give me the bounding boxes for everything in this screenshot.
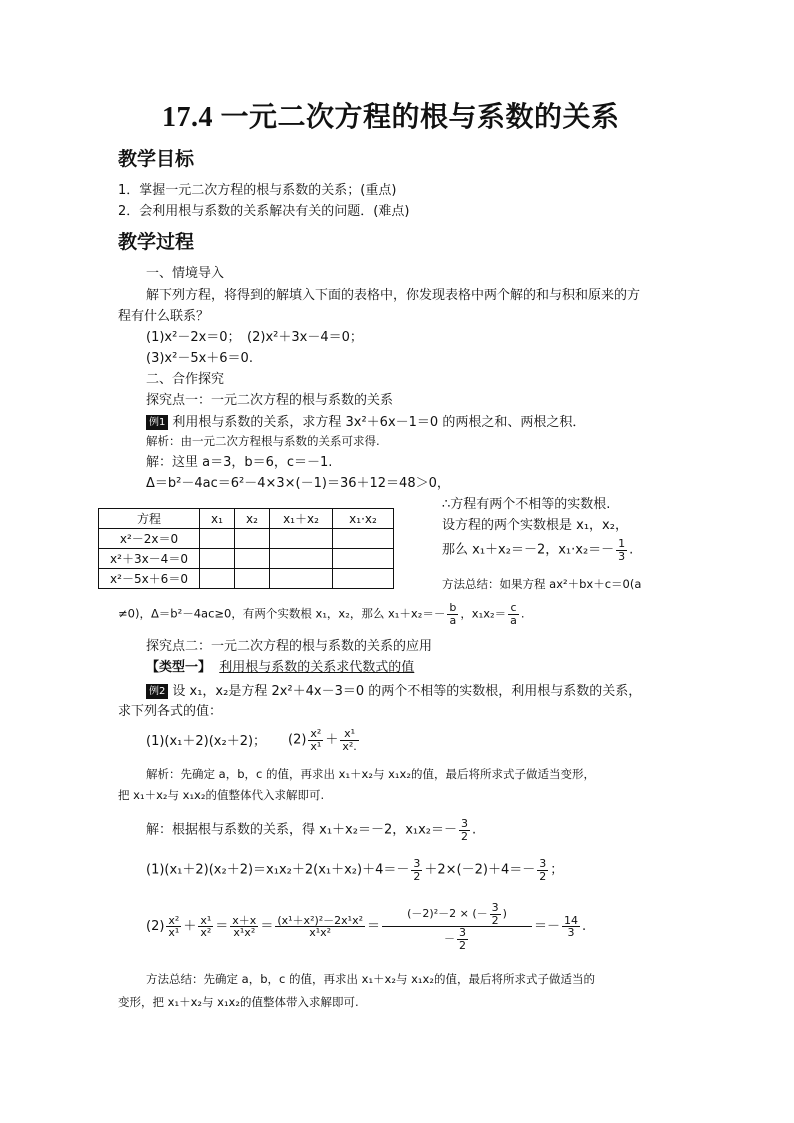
plus-sign: ＋ bbox=[325, 732, 339, 748]
table-cell-empty bbox=[270, 569, 333, 589]
example-2-analysis-2: 把 x₁＋x₂与 x₁x₂的值整体代入求解即可. bbox=[118, 788, 325, 802]
table-cell-empty bbox=[333, 569, 394, 589]
goals-heading: 教学目标 bbox=[118, 148, 195, 170]
fraction bbox=[308, 728, 323, 752]
close-paren: ) bbox=[502, 907, 507, 921]
method-summary-1a: 方法总结：如果方程 ax²＋bx＋c＝0(a bbox=[442, 577, 642, 591]
answer-text: (1)(x₁＋2)(x₂＋2)＝x₁x₂＋2(x₁＋x₂)＋4＝－ bbox=[146, 862, 410, 878]
table-header-row bbox=[99, 509, 394, 529]
example-2-line-2: 求下列各式的值： bbox=[118, 704, 223, 719]
table-cell-equation: x²－5x＋6＝0 bbox=[99, 569, 200, 589]
equals-sign: ＝ bbox=[260, 919, 274, 935]
table-header: x₁ bbox=[200, 509, 235, 529]
goal-item-1: 1．掌握一元二次方程的根与系数的关系；(重点) bbox=[118, 183, 397, 198]
equations-1-2: (1)x²－2x＝0； (2)x²＋3x－4＝0； bbox=[146, 330, 363, 345]
fraction bbox=[166, 915, 181, 939]
example-1-result-3 bbox=[442, 538, 633, 562]
fraction-denominator: a bbox=[510, 613, 517, 627]
fraction-three-halves bbox=[411, 858, 422, 882]
fraction-denominator: 2 bbox=[459, 938, 467, 952]
fraction-numerator: 3 bbox=[459, 926, 467, 940]
table-cell-empty bbox=[200, 549, 235, 569]
process-heading: 教学过程 bbox=[118, 231, 195, 253]
fraction bbox=[275, 915, 365, 939]
example-2-question-1: (1)(x₁＋2)(x₂＋2)； bbox=[146, 734, 267, 749]
equals-sign: ＝ bbox=[215, 919, 229, 935]
fraction-denominator: x² bbox=[200, 926, 212, 940]
section-2-heading: 二、合作探究 bbox=[146, 372, 225, 387]
semicolon: ； bbox=[550, 862, 564, 878]
fraction-numerator: x¹ bbox=[340, 728, 358, 741]
table-header: x₁＋x₂ bbox=[270, 509, 333, 529]
type-1-line bbox=[146, 661, 414, 674]
table-cell-empty bbox=[333, 549, 394, 569]
fraction-complex bbox=[382, 902, 532, 951]
fraction-numerator: c bbox=[508, 602, 519, 615]
fraction-numerator: x² bbox=[310, 727, 322, 740]
example-1-solution-1: 解：这里 a＝3，b＝6，c＝－1. bbox=[146, 455, 333, 470]
point-1-heading: 探究点一：一元二次方程的根与系数的关系 bbox=[146, 393, 394, 408]
fraction-numerator bbox=[382, 902, 532, 927]
section-1-heading: 一、情境导入 bbox=[146, 266, 225, 281]
fraction-denominator: 2 bbox=[491, 913, 499, 927]
table-cell-empty bbox=[333, 529, 394, 549]
fraction-three-halves bbox=[537, 858, 548, 882]
fraction-b-over-a bbox=[447, 602, 458, 626]
equals-sign: ＝ bbox=[367, 919, 381, 935]
fraction-three-halves bbox=[459, 818, 470, 842]
page-title: 17.4 一元二次方程的根与系数的关系 bbox=[162, 102, 620, 133]
fraction-numerator: 1 bbox=[618, 537, 626, 550]
fraction-numerator: x＋x bbox=[232, 913, 257, 927]
table-header: 方程 bbox=[99, 509, 200, 529]
intro-line-2: 程有什么联系？ bbox=[118, 309, 210, 324]
period: . bbox=[629, 542, 634, 558]
fraction-denominator: x¹ bbox=[310, 739, 322, 753]
fraction-denominator: 3 bbox=[618, 549, 626, 563]
table-cell-equation: x²＋3x－4＝0 bbox=[99, 549, 200, 569]
table-cell-equation: x²－2x＝0 bbox=[99, 529, 200, 549]
fraction-denominator: x¹x² bbox=[309, 926, 332, 940]
example-1 bbox=[146, 415, 585, 430]
example-2-question-2 bbox=[288, 728, 361, 752]
example-1-result-2: 设方程的两个实数根是 x₁，x₂， bbox=[442, 518, 628, 533]
method-summary-1b bbox=[118, 602, 525, 626]
table-row bbox=[99, 549, 394, 569]
table-cell-empty bbox=[200, 529, 235, 549]
equation-3: (3)x²－5x＋6＝0. bbox=[146, 351, 253, 366]
type-1-tag: 【类型一】 bbox=[146, 660, 212, 675]
example-2-answer-2 bbox=[146, 902, 586, 951]
fraction-one-third bbox=[616, 538, 627, 562]
point-2-heading: 探究点二：一元二次方程的根与系数的关系的应用 bbox=[146, 639, 433, 654]
fraction-denominator: 2 bbox=[461, 829, 469, 843]
fraction bbox=[340, 728, 358, 752]
example-1-text: 利用根与系数的关系，求方程 3x²＋6x－1＝0 的两根之和、两根之积． bbox=[172, 415, 586, 430]
fraction bbox=[230, 915, 258, 939]
fraction-numerator: 3 bbox=[461, 817, 469, 830]
example-2-answer-1 bbox=[146, 858, 563, 882]
solution-text: 解：根据根与系数的关系，得 x₁＋x₂＝－2，x₁x₂＝－ bbox=[146, 822, 458, 838]
table-cell-empty bbox=[235, 529, 270, 549]
fraction-denominator: a bbox=[449, 613, 457, 627]
fraction-c-over-a bbox=[508, 602, 519, 626]
fraction-denominator: x². bbox=[342, 739, 357, 753]
table-row bbox=[99, 569, 394, 589]
fraction-denominator: 3 bbox=[567, 926, 575, 940]
period: . bbox=[582, 919, 587, 935]
fraction-denominator: x¹ bbox=[168, 926, 180, 940]
fraction-numerator: 3 bbox=[413, 857, 421, 870]
solutions-table bbox=[98, 508, 394, 589]
fraction-fourteen-thirds bbox=[562, 915, 580, 939]
example-2-tag: 例2 bbox=[146, 684, 168, 699]
answer-text: ＋2×(－2)＋4＝－ bbox=[424, 862, 536, 878]
table-cell-empty bbox=[270, 529, 333, 549]
answer-label: (2) bbox=[146, 919, 165, 935]
method-text: ，x₁x₂＝ bbox=[460, 606, 507, 621]
table-row bbox=[99, 529, 394, 549]
fraction bbox=[198, 915, 213, 939]
example-2-analysis-1: 解析：先确定 a，b，c 的值，再求出 x₁＋x₂与 x₁x₂的值，最后将所求式子做适当变形， bbox=[146, 767, 595, 781]
example-1-tag: 例1 bbox=[146, 415, 168, 430]
fraction-denominator: 2 bbox=[413, 869, 421, 883]
example-2 bbox=[146, 684, 641, 699]
example-2-solution bbox=[146, 818, 476, 842]
fraction-three-halves bbox=[490, 902, 501, 926]
fraction-numerator: b bbox=[449, 601, 457, 614]
method-summary-2b: 变形，把 x₁＋x₂与 x₁x₂的值整体带入求解即可. bbox=[118, 995, 359, 1009]
example-2-text: 设 x₁，x₂是方程 2x²＋4x－3＝0 的两个不相等的实数根，利用根与系数的关系， bbox=[172, 684, 642, 699]
method-text: ≠0)，Δ＝b²－4ac≥0，有两个实数根 x₁，x₂，那么 x₁＋x₂＝－ bbox=[118, 606, 446, 621]
goal-item-2: 2．会利用根与系数的关系解决有关的问题．(难点) bbox=[118, 204, 410, 219]
fraction-numerator: x¹ bbox=[200, 913, 212, 927]
table-cell-empty bbox=[270, 549, 333, 569]
method-summary-2a: 方法总结：先确定 a，b，c 的值，再求出 x₁＋x₂与 x₁x₂的值，最后将所求式子做适当的 bbox=[146, 972, 595, 986]
fraction-numerator: 3 bbox=[491, 901, 499, 914]
fraction-denominator: 2 bbox=[539, 869, 547, 883]
example-1-analysis: 解析：由一元二次方程根与系数的关系可求得. bbox=[146, 434, 380, 448]
fraction-numerator: 3 bbox=[539, 857, 547, 870]
fraction-denominator bbox=[382, 927, 532, 951]
example-1-solution-2: Δ＝b²－4ac＝6²－4×3×(－1)＝36＋12＝48＞0， bbox=[146, 476, 450, 491]
period: . bbox=[472, 822, 477, 838]
example-1-result-1: ∴方程有两个不相等的实数根. bbox=[442, 497, 611, 512]
intro-line-1: 解下列方程，将得到的解填入下面的表格中，你发现表格中两个解的和与积和原来的方 bbox=[146, 288, 641, 303]
table-header: x₂ bbox=[235, 509, 270, 529]
table-header: x₁·x₂ bbox=[333, 509, 394, 529]
table-cell-empty bbox=[200, 569, 235, 589]
result-3-text: 那么 x₁＋x₂＝－2，x₁·x₂＝－ bbox=[442, 542, 615, 558]
fraction-denominator: x¹x² bbox=[233, 926, 256, 940]
plus-sign: ＋ bbox=[183, 919, 197, 935]
numerator-text: (－2)²－2 × (－ bbox=[407, 907, 488, 921]
period: . bbox=[520, 606, 525, 621]
fraction-numerator: x² bbox=[168, 913, 180, 927]
equals-minus: ＝－ bbox=[534, 919, 561, 935]
table-cell-empty bbox=[235, 549, 270, 569]
fraction-three-halves bbox=[457, 927, 468, 951]
type-1-title: 利用根与系数的关系求代数式的值 bbox=[219, 660, 415, 675]
table-cell-empty bbox=[235, 569, 270, 589]
minus-sign: － bbox=[444, 932, 456, 946]
fraction-numerator: 14 bbox=[564, 913, 579, 927]
question-label: (2) bbox=[288, 732, 307, 748]
fraction-numerator: (x¹＋x²)²－2x¹x² bbox=[277, 913, 364, 927]
